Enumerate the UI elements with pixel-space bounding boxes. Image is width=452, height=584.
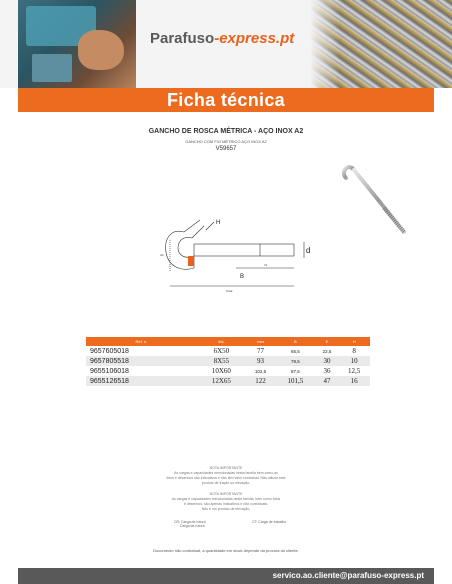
brand-logo[interactable]: Parafuso-express.pt <box>150 30 295 47</box>
table-row: 9655126518 12X65 122 101,5 47 16 <box>86 376 370 386</box>
legend-working-load: CT: Carga de trabalho <box>252 520 287 524</box>
footer-bar <box>18 568 434 584</box>
col-mm: mm <box>246 337 275 346</box>
col-b: B <box>275 337 316 346</box>
product-subtitle: GANCHO COM FIO MÉTRICO AÇO INOX A2 <box>185 139 267 144</box>
legend-breaking-load: CR: Carga de rutura Carga de rutura <box>174 520 206 528</box>
label-h: H <box>216 220 221 226</box>
col-e: E <box>316 337 339 346</box>
specs-table <box>86 337 370 386</box>
col-h: H <box>338 337 370 346</box>
disclaimer: Documento não contratual, a quantidade em stock depende da procura do cliente. <box>153 548 299 553</box>
header <box>0 0 452 88</box>
hook-photo <box>338 158 418 238</box>
important-note-1: NOTA IMPORTANTE As cargas e capacidades mencionadas nesta família bem como as fotos e desenhos são indicativos e não têm valor contratual. Não utilizar este produto de tração ou elevação. <box>166 466 286 485</box>
tools-photo <box>18 0 136 88</box>
col-dxl: dxL <box>197 337 246 346</box>
page-banner <box>18 88 434 112</box>
page-title: Ficha técnica <box>167 90 285 110</box>
product-title: GANCHO DE ROSCA MÉTRICA - AÇO INOX A2 <box>148 128 304 135</box>
table-row: 9657605018 6X50 77 65,5 22,5 8 <box>90 347 356 355</box>
label-side: Alt <box>160 253 164 257</box>
label-bottom: Total <box>226 289 233 293</box>
product-code: V59657 <box>215 146 237 152</box>
col-ref: Ref. n. <box>86 337 197 346</box>
table-row: 9657805518 8X55 93 78,5 30 10 <box>86 356 370 366</box>
table-header-row <box>86 337 370 346</box>
label-inner: Int <box>264 263 268 267</box>
important-note-2: NOTA IMPORTANTE As cargas e capacidades mencionadas nesta família, bem como fotos e desenhos, são apenas indicativos e não contratuais. Não é um produto de elevação. <box>171 492 281 511</box>
label-b: B <box>240 274 245 280</box>
label-d: d <box>306 246 311 255</box>
contact-email-link[interactable]: servico.ao.cliente@parafuso-express.pt <box>272 571 424 580</box>
screws-photo <box>310 0 452 88</box>
table-row: 9655106018 10X60 102,5 87,5 36 12,5 <box>90 367 361 375</box>
technical-drawing <box>140 206 320 296</box>
